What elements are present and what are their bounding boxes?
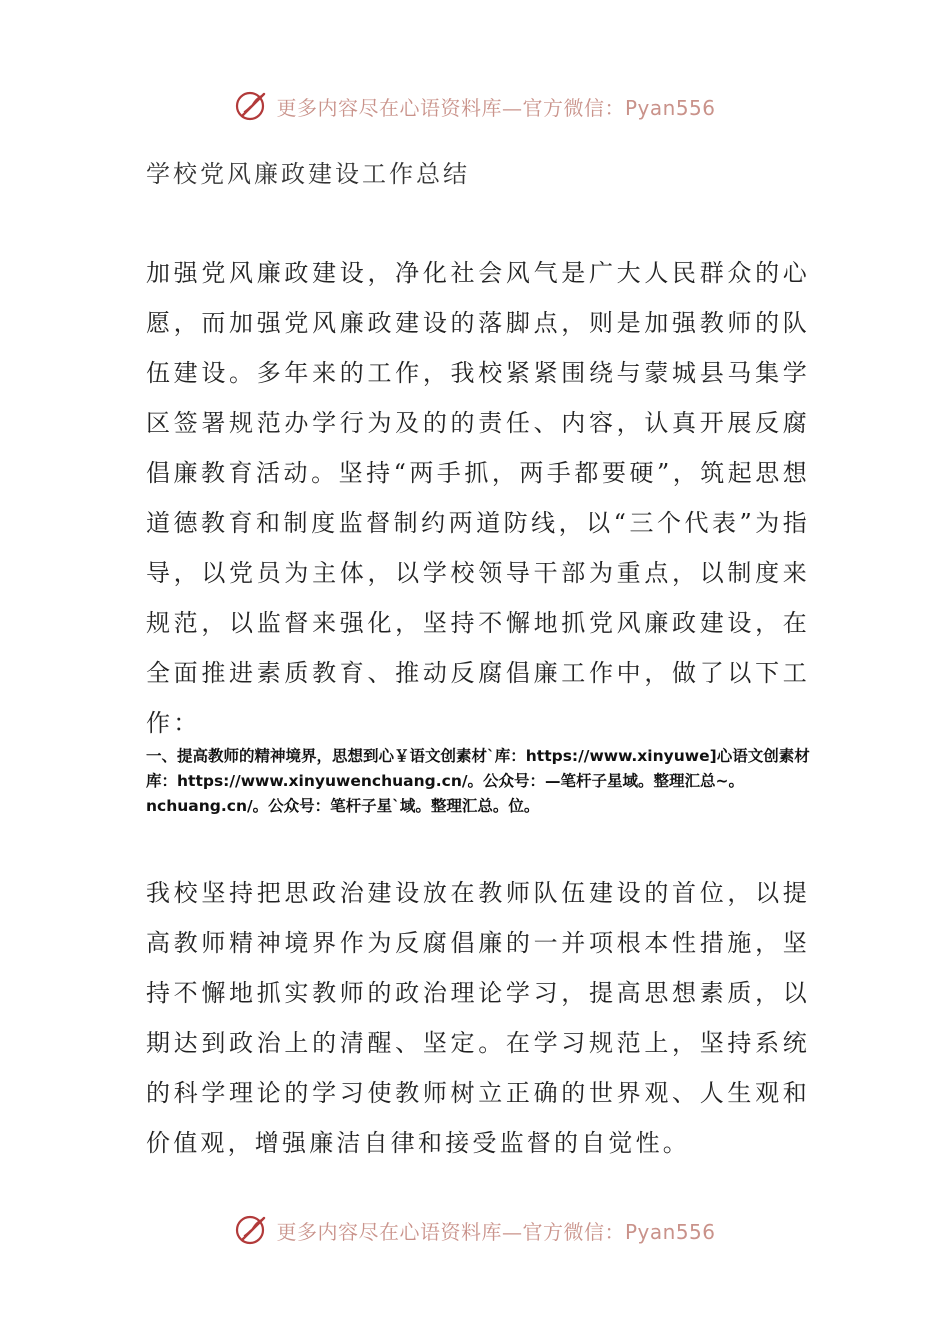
banner-text: 更多内容尽在心语资料库—官方微信：Pyan556 <box>276 95 716 120</box>
footer-banner <box>0 1208 950 1252</box>
paragraph-body: 我校坚持把思政治建设放在教师队伍建设的首位，以提高教师精神境界作为反腐倡廉的一并项根本性措施，坚持不懈地抓实教师的政治理论学习，提高思想素质，以期达到政治上的清醒、坚定。在学习规范上，坚持系统的科学理论的学习使教师树立正确的世界观、人生观和价值观，增强廉洁自律和接受监督的自觉性。 <box>146 879 810 1157</box>
quill-logo-icon <box>234 1212 270 1248</box>
paragraph-intro: 加强党风廉政建设，净化社会风气是广大人民群众的心愿，而加强党风廉政建设的落脚点，则是加强教师的队伍建设。多年来的工作，我校紧紧围绕与蒙城县马集学区签署规范办学行为及的的责任、内容，认真开展反腐倡廉教育活动。坚持“两手抓，两手都要硬”，筑起思想道德教育和制度监督制约两道防线，以“三个代表”为指导，以党员为主体，以学校领导干部为重点，以制度来规范，以监督来强化，坚持不懈地抓党风廉政建设，在全面推进素质教育、推动反腐倡廉工作中，做了以下工作： <box>146 259 810 737</box>
banner-text: 更多内容尽在心语资料库—官方微信：Pyan556 <box>276 1219 716 1244</box>
quill-logo-icon <box>234 88 270 124</box>
section-heading: 一、提高教师的精神境界，思想到心￥语文创素材`库：https://www.xinyuwe]心语文创素材库：https://www.xinyuwenchuang.cn/。公众号：—笔杆子星域。整理汇总~。nchuang.cn/。公众号：笔杆子星`域。整理汇总。位。 <box>146 747 810 815</box>
document-title: 学校党风廉政建设工作总结 <box>146 160 470 188</box>
header-banner <box>0 84 950 128</box>
